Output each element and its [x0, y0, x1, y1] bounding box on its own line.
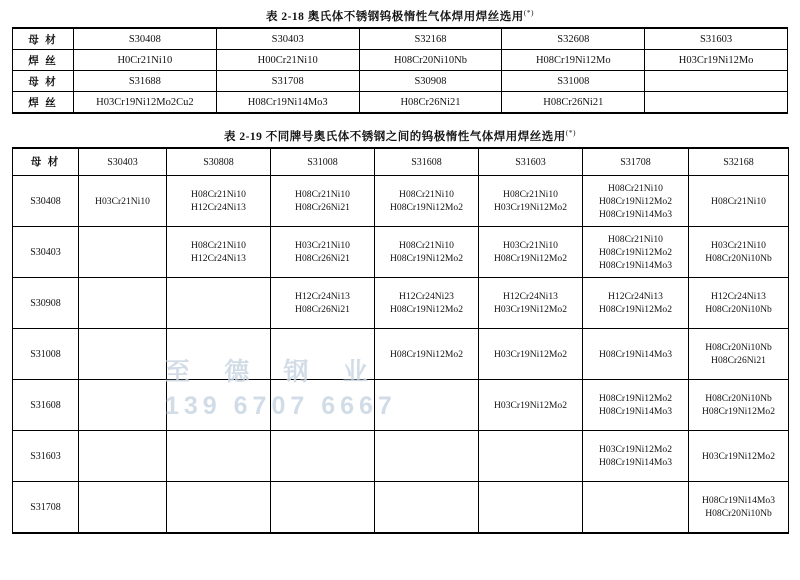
- filler-wire: H03Cr21Ni10: [95, 195, 150, 207]
- cell-wire-1-1: H0Cr21Ni10: [74, 50, 217, 71]
- filler-wire: H12Cr24Ni13: [191, 253, 246, 264]
- cell-wire-2-1: H03Cr19Ni12Mo2Cu2: [74, 92, 217, 114]
- table-2-19-body: [13, 176, 789, 534]
- row-header-s30908: S30908: [13, 278, 79, 329]
- cell-base-1-1: S30408: [74, 28, 217, 50]
- table-row: [13, 431, 789, 482]
- row-header-s30408: S30408: [13, 176, 79, 227]
- cell-s30408-s30808: [167, 176, 271, 227]
- filler-wire: H08Cr19Ni14Mo3: [598, 348, 673, 360]
- column-header-base-metal: 母 材: [13, 148, 79, 176]
- column-header-s31608: S31608: [375, 148, 479, 176]
- table-2-19-caption: [12, 128, 788, 144]
- filler-wire: H08Cr21Ni10: [711, 195, 766, 207]
- filler-wire: H12Cr24Ni13: [191, 202, 246, 213]
- filler-wire: H08Cr21Ni10: [191, 240, 246, 251]
- table-row: [13, 50, 788, 71]
- cell-s30408-s32168: [689, 176, 789, 227]
- column-header-s30808: S30808: [167, 148, 271, 176]
- cell-s31008-s30403: [79, 329, 167, 380]
- filler-wire: H08Cr19Ni12Mo2: [701, 406, 776, 417]
- cell-s31603-s32168: [689, 431, 789, 482]
- cell-wire-2-3: H08Cr26Ni21: [359, 92, 502, 114]
- table-2-19-caption-text: 表 2-19 不同牌号奥氏体不锈钢之间的钨极惰性气体焊用焊丝选用: [223, 131, 566, 143]
- filler-wire: H03Cr19Ni12Mo2: [701, 450, 776, 462]
- cell-s30908-s31708: [583, 278, 689, 329]
- cell-base-1-3: S32168: [359, 28, 502, 50]
- cell-s30403-s31008: [271, 227, 375, 278]
- cell-s30403-s31708: [583, 227, 689, 278]
- table-2-18: [12, 27, 788, 114]
- filler-wire: H03Cr21Ni10: [711, 240, 766, 251]
- cell-s30403-s32168: [689, 227, 789, 278]
- cell-s31608-s31603: [479, 380, 583, 431]
- filler-wire: H08Cr19Ni12Mo2: [493, 253, 568, 264]
- table-2-19-caption-superscript: (*): [565, 128, 577, 138]
- filler-wire: H03Cr21Ni10: [295, 240, 350, 251]
- filler-wire: H08Cr20Ni10Nb: [705, 342, 772, 353]
- row-header-wire-2: 焊 丝: [13, 92, 74, 114]
- cell-s31708-s31008: [271, 482, 375, 534]
- table-2-18-caption-superscript: (*): [523, 8, 535, 18]
- filler-wire: H08Cr20Ni10Nb: [705, 393, 772, 404]
- filler-wire: H03Cr19Ni12Mo2: [493, 304, 568, 315]
- filler-wire: H08Cr26Ni21: [295, 304, 350, 315]
- row-header-wire-1: 焊 丝: [13, 50, 74, 71]
- cell-s31608-s32168: [689, 380, 789, 431]
- cell-wire-2-5: [645, 92, 788, 114]
- cell-base-1-2: S30403: [216, 28, 359, 50]
- filler-wire: H08Cr19Ni14Mo3: [598, 259, 673, 271]
- cell-s31603-s31008: [271, 431, 375, 482]
- cell-wire-1-5: H03Cr19Ni12Mo: [645, 50, 788, 71]
- cell-s31008-s32168: [689, 329, 789, 380]
- table-row: [13, 176, 789, 227]
- cell-s31603-s31603: [479, 431, 583, 482]
- cell-s31708-s30808: [167, 482, 271, 534]
- column-header-s31708: S31708: [583, 148, 689, 176]
- cell-s31708-s31708: [583, 482, 689, 534]
- filler-wire: H08Cr21Ni10: [503, 189, 558, 200]
- cell-s30908-s32168: [689, 278, 789, 329]
- column-header-s31603: S31603: [479, 148, 583, 176]
- cell-base-2-4: S31008: [502, 71, 645, 92]
- column-header-s30403: S30403: [79, 148, 167, 176]
- cell-s30908-s31608: [375, 278, 479, 329]
- cell-s31708-s30403: [79, 482, 167, 534]
- filler-wire: H08Cr19Ni12Mo2: [598, 195, 673, 207]
- cell-s30408-s30403: [79, 176, 167, 227]
- cell-s31708-s32168: [689, 482, 789, 534]
- table-row: [13, 329, 789, 380]
- cell-s30403-s31603: [479, 227, 583, 278]
- filler-wire: H08Cr21Ni10: [608, 182, 663, 194]
- cell-s31603-s31608: [375, 431, 479, 482]
- table-header-row: [13, 148, 789, 176]
- row-header-s31603: S31603: [13, 431, 79, 482]
- table-2-19: [12, 147, 789, 534]
- cell-wire-2-2: H08Cr19Ni14Mo3: [216, 92, 359, 114]
- cell-s31603-s30403: [79, 431, 167, 482]
- cell-s31603-s31708: [583, 431, 689, 482]
- row-header-s30403: S30403: [13, 227, 79, 278]
- table-row: [13, 380, 789, 431]
- watermark-company: 至 德 钢 业: [165, 359, 382, 386]
- cell-s31608-s31608: [375, 380, 479, 431]
- table-2-18-caption-text: 表 2-18 奥氏体不锈钢钨极惰性气体焊用焊丝选用: [265, 11, 524, 23]
- filler-wire: H08Cr21Ni10: [191, 189, 246, 200]
- cell-s31608-s31708: [583, 380, 689, 431]
- cell-s30408-s31608: [375, 176, 479, 227]
- table-2-18-caption: [12, 8, 788, 24]
- cell-s31008-s31608: [375, 329, 479, 380]
- table-row: [13, 28, 788, 50]
- filler-wire: H12Cr24Ni13: [295, 291, 350, 302]
- cell-base-2-1: S31688: [74, 71, 217, 92]
- cell-base-2-5: [645, 71, 788, 92]
- filler-wire: H08Cr19Ni14Mo3: [598, 457, 673, 468]
- cell-wire-1-4: H08Cr19Ni12Mo: [502, 50, 645, 71]
- filler-wire: H03Cr19Ni12Mo2: [493, 348, 568, 360]
- filler-wire: H08Cr19Ni14Mo3: [598, 208, 673, 220]
- table-row: [13, 71, 788, 92]
- cell-s30908-s31008: [271, 278, 375, 329]
- filler-wire: H08Cr19Ni12Mo2: [598, 393, 673, 404]
- cell-s31008-s30808: [167, 329, 271, 380]
- filler-wire: H08Cr21Ni10: [399, 189, 454, 200]
- cell-s31708-s31603: [479, 482, 583, 534]
- column-header-s32168: S32168: [689, 148, 789, 176]
- cell-base-1-5: S31603: [645, 28, 788, 50]
- row-header-base-metal-1: 母 材: [13, 28, 74, 50]
- table-row: [13, 92, 788, 114]
- table-row: [13, 482, 789, 534]
- cell-s30403-s30403: [79, 227, 167, 278]
- filler-wire: H08Cr26Ni21: [295, 253, 350, 264]
- filler-wire: H08Cr21Ni10: [399, 240, 454, 251]
- cell-s30403-s31608: [375, 227, 479, 278]
- filler-wire: H08Cr20Ni10Nb: [705, 304, 772, 315]
- filler-wire: H08Cr21Ni10: [608, 233, 663, 245]
- filler-wire: H12Cr24Ni23: [399, 291, 454, 302]
- cell-s30408-s31008: [271, 176, 375, 227]
- filler-wire: H08Cr19Ni12Mo2: [389, 253, 464, 264]
- table-spacer: [12, 114, 788, 128]
- cell-wire-2-4: H08Cr26Ni21: [502, 92, 645, 114]
- cell-base-2-3: S30908: [359, 71, 502, 92]
- filler-wire: H12Cr24Ni13: [503, 291, 558, 302]
- table-row: [13, 278, 789, 329]
- filler-wire: H12Cr24Ni13: [608, 291, 663, 302]
- filler-wire: H08Cr19Ni14Mo3: [701, 495, 776, 506]
- row-header-s31008: S31008: [13, 329, 79, 380]
- filler-wire: H08Cr26Ni21: [295, 202, 350, 213]
- filler-wire: H08Cr20Ni10Nb: [705, 508, 772, 519]
- cell-s31603-s30808: [167, 431, 271, 482]
- cell-s31708-s31608: [375, 482, 479, 534]
- row-header-s31708: S31708: [13, 482, 79, 534]
- filler-wire: H03Cr19Ni12Mo2: [493, 399, 568, 411]
- cell-s30403-s30808: [167, 227, 271, 278]
- cell-base-1-4: S32608: [502, 28, 645, 50]
- filler-wire: H08Cr20Ni10Nb: [705, 253, 772, 264]
- cell-s30408-s31708: [583, 176, 689, 227]
- cell-base-2-2: S31708: [216, 71, 359, 92]
- filler-wire: H03Cr19Ni12Mo2: [493, 202, 568, 213]
- row-header-base-metal-2: 母 材: [13, 71, 74, 92]
- filler-wire: H03Cr21Ni10: [503, 240, 558, 251]
- filler-wire: H08Cr19Ni12Mo2: [598, 304, 673, 315]
- cell-s31608-s30808: [167, 380, 271, 431]
- filler-wire: H08Cr19Ni12Mo2: [598, 246, 673, 258]
- filler-wire: H12Cr24Ni13: [711, 291, 766, 302]
- cell-s31608-s30403: [79, 380, 167, 431]
- filler-wire: H08Cr26Ni21: [711, 355, 766, 366]
- column-header-s31008: S31008: [271, 148, 375, 176]
- cell-s30908-s30808: [167, 278, 271, 329]
- cell-s31608-s31008: [271, 380, 375, 431]
- cell-s31008-s31008: [271, 329, 375, 380]
- table-row: [13, 227, 789, 278]
- filler-wire: H03Cr19Ni12Mo2: [598, 444, 673, 455]
- cell-s30908-s31603: [479, 278, 583, 329]
- cell-wire-1-2: H00Cr21Ni10: [216, 50, 359, 71]
- cell-s31008-s31708: [583, 329, 689, 380]
- filler-wire: H08Cr19Ni12Mo2: [389, 348, 464, 360]
- filler-wire: H08Cr21Ni10: [295, 189, 350, 200]
- watermark-phone: 139 6707 6667: [165, 392, 397, 420]
- cell-wire-1-3: H08Cr20Ni10Nb: [359, 50, 502, 71]
- filler-wire: H08Cr19Ni14Mo3: [598, 406, 673, 417]
- cell-s30908-s30403: [79, 278, 167, 329]
- filler-wire: H08Cr19Ni12Mo2: [389, 304, 464, 315]
- filler-wire: H08Cr19Ni12Mo2: [389, 202, 464, 213]
- cell-s31008-s31603: [479, 329, 583, 380]
- row-header-s31608: S31608: [13, 380, 79, 431]
- cell-s30408-s31603: [479, 176, 583, 227]
